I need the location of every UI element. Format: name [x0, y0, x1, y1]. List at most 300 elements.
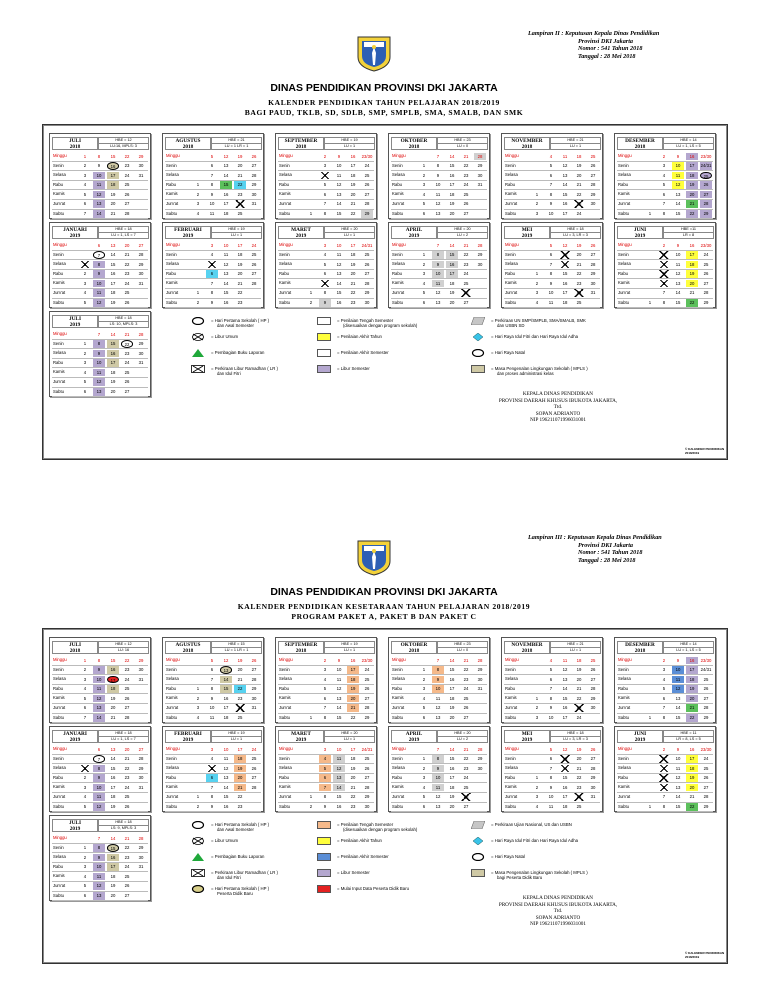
day-label: Selasa	[166, 676, 179, 682]
day-label: Sabtu	[505, 803, 516, 809]
date-cell: 28	[590, 765, 596, 771]
date-cell: 7	[210, 784, 214, 790]
date-cell: 22	[350, 211, 356, 217]
date-cell: 9	[210, 300, 214, 306]
date-cell: 2	[422, 172, 426, 178]
date-cell: 3	[323, 242, 327, 248]
date-cell: 19	[449, 794, 455, 800]
date-cell: 26	[463, 705, 469, 711]
date-cell: 12	[93, 191, 105, 199]
date-cell: 25	[251, 252, 257, 258]
day-label: Rabu	[166, 685, 177, 691]
date-cell: 30	[477, 765, 483, 771]
date-cell: 17	[562, 794, 568, 800]
day-label: Rabu	[279, 181, 290, 187]
date-cell: 3	[83, 172, 87, 178]
holiday-summary: LU = 1	[324, 232, 375, 239]
date-cell: 15	[220, 685, 232, 693]
legend-text: = Penilaian Akhir Tahun	[337, 334, 382, 339]
date-cell: 26	[460, 289, 472, 297]
date-cell: 27	[124, 705, 130, 711]
date-cell	[305, 784, 317, 792]
date-cell: 8	[662, 715, 666, 721]
month-name: OKTOBER 2018	[391, 137, 437, 150]
date-cell: 4	[658, 261, 670, 269]
signature-line: NIP 196211071996031001	[530, 921, 586, 928]
date-cell: 15	[107, 844, 119, 852]
date-cell	[474, 793, 486, 801]
date-cell: 14	[559, 261, 571, 269]
day-label: Senin	[392, 251, 403, 257]
day-label: Rabu	[53, 774, 64, 780]
day-row	[278, 289, 374, 299]
day-label: Rabu	[392, 270, 403, 276]
date-cell: 29	[590, 695, 596, 701]
date-cell: 18	[237, 252, 243, 258]
day-label: Kamis	[53, 873, 65, 879]
date-cell: 20	[686, 784, 698, 792]
date-cell: 12	[336, 261, 342, 267]
day-label: Selasa	[505, 676, 518, 682]
date-cell	[192, 162, 204, 170]
date-cell: 21	[576, 765, 582, 771]
date-cell: 14	[223, 784, 229, 790]
date-cell: 9	[210, 191, 214, 197]
date-cell: 28	[251, 784, 257, 790]
date-cell: 9	[436, 172, 440, 178]
date-cell: 31	[138, 360, 144, 366]
date-cell: 1	[422, 667, 426, 673]
date-cell: 19	[449, 201, 455, 207]
date-cell: 11	[93, 873, 105, 881]
legend-text: = Perkiraan UN SMP/SMPLB, SMA/SMALB, SMK dan USBN SD	[491, 318, 586, 328]
date-cell	[474, 200, 486, 208]
date-cell: 9	[549, 201, 553, 207]
day-label: Minggu	[279, 242, 293, 247]
green-triangle-icon	[191, 853, 205, 861]
date-cell: 6	[323, 271, 327, 277]
date-cell: 22	[350, 290, 356, 296]
day-row	[52, 882, 148, 892]
date-cell	[79, 835, 91, 843]
date-cell: 18	[110, 873, 116, 879]
day-label: Sabtu	[618, 714, 629, 720]
date-cell: 1	[422, 252, 426, 258]
day-label: Kamis	[53, 191, 65, 197]
day-label: Selasa	[618, 172, 631, 178]
date-cell	[644, 200, 656, 208]
date-cell	[418, 657, 430, 665]
day-row	[617, 755, 713, 765]
date-cell: 2	[535, 705, 539, 711]
day-label: Senin	[166, 666, 177, 672]
date-cell: 23	[124, 350, 130, 356]
date-cell: 25	[364, 252, 370, 258]
parallelogram-icon	[471, 317, 485, 325]
date-cell	[644, 666, 656, 674]
lampiran-line: Provinsi DKI Jakarta	[578, 541, 634, 549]
hbe-count: HBE = 18	[550, 730, 601, 737]
day-row	[165, 694, 261, 704]
date-cell: 5	[210, 153, 214, 159]
day-row	[52, 200, 148, 210]
date-cell: 22	[124, 765, 130, 771]
date-cell: 31	[138, 172, 144, 178]
hbe-count: HBE = 20	[324, 226, 375, 233]
date-cell: 5	[323, 686, 327, 692]
date-cell: 27	[251, 271, 257, 277]
day-row	[617, 656, 713, 666]
date-cell: 28	[474, 153, 486, 161]
date-cell	[644, 774, 656, 782]
date-cell: 26	[251, 657, 257, 663]
day-row	[165, 793, 261, 803]
date-cell	[192, 765, 204, 773]
calendar-title: KALENDER PENDIDIKAN KESETARAAN TAHUN PELAJARAN 2018/2019	[237, 602, 531, 611]
date-cell	[644, 251, 656, 259]
date-cell: 17	[223, 201, 229, 207]
date-cell: 22	[576, 191, 582, 197]
day-label: Senin	[53, 340, 64, 346]
day-row	[165, 774, 261, 784]
date-cell: 22	[237, 794, 243, 800]
day-row	[52, 844, 148, 854]
date-cell: 25	[590, 153, 596, 159]
date-cell: 2	[83, 271, 87, 277]
date-cell	[305, 191, 317, 199]
legend-text: = Hari Pertama Sekolah ( HP ) dan Awal Semester	[211, 822, 270, 832]
date-cell: 29	[477, 252, 483, 258]
date-cell: 20	[576, 676, 582, 682]
date-cell: 7	[549, 182, 553, 188]
day-label: Jum'at	[166, 200, 179, 206]
date-cell: 3	[422, 271, 426, 277]
day-row	[278, 783, 374, 793]
date-cell: 2	[196, 191, 200, 197]
date-cell	[192, 774, 204, 782]
date-cell	[305, 270, 317, 278]
date-cell: 23	[463, 172, 469, 178]
date-cell	[587, 803, 599, 811]
date-cell: 8	[93, 765, 105, 773]
date-cell: 16	[110, 775, 116, 781]
signature-line: KEPALA DINAS PENDIDIKAN	[522, 895, 594, 901]
day-label: Sabtu	[53, 714, 64, 720]
month-calendar	[388, 726, 490, 812]
date-cell: 7	[662, 794, 666, 800]
date-cell: 21	[347, 704, 359, 712]
date-cell: 18	[107, 685, 119, 693]
date-cell: 4	[83, 794, 87, 800]
date-cell: 13	[93, 200, 105, 208]
day-row	[504, 171, 600, 181]
month-name: AGUSTUS 2018	[165, 137, 211, 150]
date-cell: 29	[703, 300, 709, 306]
date-cell: 28	[364, 705, 370, 711]
day-label: Senin	[392, 755, 403, 761]
date-cell: 9	[337, 153, 341, 159]
date-cell: 1	[83, 845, 87, 851]
month-name: MARET 2019	[278, 226, 324, 239]
organization-title: DINAS PENDIDIKAN PROVINSI DKI JAKARTA	[270, 82, 498, 94]
day-row	[278, 279, 374, 289]
day-row	[617, 270, 713, 280]
date-cell: 24	[364, 163, 370, 169]
day-row	[617, 190, 713, 200]
diamond-icon	[471, 837, 485, 845]
date-cell: 3	[422, 775, 426, 781]
date-cell: 27	[703, 280, 709, 286]
day-label: Selasa	[618, 765, 631, 771]
date-cell: 26	[590, 667, 596, 673]
day-row	[617, 704, 713, 714]
diamond-icon	[471, 333, 485, 341]
day-row	[391, 774, 487, 784]
date-cell: 11	[675, 261, 681, 267]
date-cell: 11	[672, 172, 684, 180]
day-label: Sabtu	[53, 803, 64, 809]
date-cell: 16	[223, 695, 229, 701]
date-cell: 21	[463, 746, 469, 752]
date-cell: 29	[138, 261, 144, 267]
date-cell: 10	[336, 667, 342, 673]
date-cell: 2	[196, 695, 200, 701]
date-cell: 21	[350, 784, 356, 790]
day-label: Sabtu	[53, 388, 64, 394]
date-cell: 7	[210, 280, 214, 286]
date-cell: 19	[350, 261, 356, 267]
date-cell	[644, 153, 656, 161]
date-cell: 23	[573, 704, 585, 712]
day-label: Rabu	[53, 270, 64, 276]
calendar-subtitle: PROGRAM PAKET A, PAKET B DAN PAKET C	[291, 612, 477, 621]
day-label: Senin	[618, 162, 629, 168]
date-cell: 5	[422, 705, 426, 711]
hbe-count: HBE = 20	[324, 730, 375, 737]
day-row	[52, 349, 148, 359]
date-cell	[305, 153, 317, 161]
holiday-summary: LU = 0	[437, 647, 488, 654]
date-cell: 7	[662, 705, 666, 711]
date-cell: 24	[463, 271, 469, 277]
date-cell: 19	[110, 883, 116, 889]
hbe-count: HBE = 14	[663, 641, 714, 648]
date-cell: 21	[463, 657, 469, 663]
day-label: Rabu	[53, 359, 64, 365]
month-calendar	[162, 222, 264, 308]
day-label: Rabu	[392, 685, 403, 691]
date-cell: 21	[237, 172, 243, 178]
day-label: Selasa	[392, 261, 405, 267]
date-cell: 24	[124, 280, 130, 286]
hbe-count: HBE = 20	[437, 226, 488, 233]
date-cell: 27	[590, 676, 596, 682]
date-cell: 27	[590, 172, 596, 178]
day-row	[391, 704, 487, 714]
month-name: JULI 2018	[52, 641, 98, 654]
date-cell: 19	[576, 667, 582, 673]
color-swatch-icon	[317, 333, 331, 341]
date-cell: 29	[138, 153, 144, 159]
date-cell: 17	[562, 290, 568, 296]
date-cell: 15	[110, 657, 116, 663]
date-cell: 18	[686, 676, 698, 684]
date-cell: 30	[138, 775, 144, 781]
date-cell	[192, 251, 204, 259]
date-cell: 14	[562, 182, 568, 188]
month-name: APRIL 2019	[391, 730, 437, 743]
date-cell: 12	[223, 261, 229, 267]
day-row	[52, 388, 148, 398]
day-row	[165, 783, 261, 793]
date-cell: 16	[686, 153, 698, 161]
date-cell: 18	[576, 153, 582, 159]
date-cell	[305, 242, 317, 250]
day-row	[52, 378, 148, 388]
date-cell: 23/30	[361, 657, 373, 663]
day-row	[391, 279, 487, 289]
date-cell	[305, 695, 317, 703]
month-name: SEPTEMBER 2018	[278, 137, 324, 150]
day-row	[617, 299, 713, 309]
date-cell: 12	[223, 657, 229, 663]
date-cell	[644, 765, 656, 773]
date-cell: 24	[251, 746, 257, 752]
date-cell: 13	[223, 775, 229, 781]
date-cell: 10	[548, 794, 554, 800]
day-row	[391, 755, 487, 765]
day-label: Minggu	[166, 153, 180, 158]
day-row	[504, 685, 600, 695]
date-cell: 3	[83, 864, 87, 870]
date-cell: 25	[576, 300, 582, 306]
date-cell: 26	[124, 883, 130, 889]
day-row	[504, 190, 600, 200]
legend-text: = Pembagian Buku Laporan	[211, 854, 265, 859]
date-cell: 19	[350, 182, 356, 188]
dki-jakarta-emblem	[354, 33, 394, 73]
date-cell: 10	[548, 211, 554, 217]
day-row	[617, 279, 713, 289]
date-cell: 23	[237, 191, 243, 197]
date-cell	[305, 657, 317, 665]
day-label: Selasa	[505, 765, 518, 771]
month-name: FEBRUARI 2019	[165, 730, 211, 743]
date-cell: 8	[93, 340, 105, 348]
date-cell: 22	[686, 714, 698, 722]
date-cell	[79, 251, 91, 259]
day-label: Senin	[166, 162, 177, 168]
date-cell	[644, 261, 656, 269]
date-cell	[192, 746, 204, 754]
day-row	[278, 793, 374, 803]
date-cell: 26	[590, 163, 596, 169]
date-cell: 22	[463, 667, 469, 673]
date-cell: 26	[124, 300, 130, 306]
day-label: Sabtu	[505, 714, 516, 720]
date-cell: 16	[449, 172, 455, 178]
month-name: FEBRUARI 2019	[165, 226, 211, 239]
date-cell: 8	[93, 844, 105, 852]
date-cell: 31	[138, 784, 144, 790]
date-cell: 20	[576, 252, 582, 258]
hbe-count: HBE = 19	[211, 226, 262, 233]
date-cell: 2	[422, 765, 426, 771]
copyright-note: © KALENDER PENDIDIKAN 2018/2019	[685, 447, 725, 455]
day-row	[391, 783, 487, 793]
holiday-summary: LU = 1	[550, 647, 601, 654]
day-row	[278, 764, 374, 774]
date-cell: 26	[364, 261, 370, 267]
date-cell: 2	[535, 280, 539, 286]
day-row	[504, 162, 600, 172]
date-cell: 1	[648, 804, 652, 810]
date-cell: 15	[336, 211, 342, 217]
lampiran-line: Nomor : 541 Tahun 2018	[578, 549, 643, 557]
date-cell: 18	[110, 794, 116, 800]
date-cell: 5	[422, 201, 426, 207]
date-cell: 18	[686, 172, 698, 180]
date-cell: 16	[107, 350, 119, 358]
day-label: Rabu	[53, 181, 64, 187]
date-cell: 21	[689, 794, 695, 800]
date-cell: 23/30	[361, 153, 373, 159]
date-cell: 11	[336, 252, 342, 258]
date-cell	[474, 289, 486, 297]
day-label: Minggu	[279, 657, 293, 662]
date-cell: 22	[350, 794, 356, 800]
date-cell: 4	[319, 755, 331, 763]
date-cell: 3	[422, 686, 426, 692]
date-cell: 20	[449, 300, 455, 306]
day-label: Jum'at	[505, 793, 518, 799]
date-cell: 12	[672, 181, 684, 189]
day-row	[391, 181, 487, 191]
date-cell: 24	[364, 667, 370, 673]
day-label: Minggu	[618, 657, 632, 662]
day-row	[617, 803, 713, 813]
date-cell: 30	[138, 163, 144, 169]
date-cell: 12	[93, 882, 105, 890]
date-cell	[135, 200, 147, 208]
date-cell: 14	[336, 705, 342, 711]
day-label: Senin	[279, 162, 290, 168]
color-swatch-icon	[317, 365, 331, 373]
date-cell: 20	[110, 201, 116, 207]
calendar-frame	[42, 628, 728, 964]
date-cell: 14	[449, 746, 455, 752]
date-cell: 9	[676, 746, 680, 752]
color-swatch-icon	[317, 317, 331, 325]
date-cell	[474, 774, 486, 782]
day-label: Jum'at	[392, 289, 405, 295]
day-row	[52, 152, 148, 162]
date-cell: 12	[333, 765, 345, 773]
day-label: Minggu	[279, 746, 293, 751]
date-cell: 17	[449, 182, 455, 188]
date-cell	[474, 714, 486, 722]
day-row	[391, 714, 487, 724]
day-label: Jum'at	[53, 793, 66, 799]
month-calendar	[501, 726, 603, 812]
date-cell	[644, 289, 656, 297]
date-cell: 6	[323, 695, 327, 701]
date-cell: 23	[124, 854, 130, 860]
day-label: Kamis	[505, 280, 517, 286]
date-cell: 3	[535, 290, 539, 296]
date-cell: 9	[676, 153, 680, 159]
day-row	[278, 181, 374, 191]
